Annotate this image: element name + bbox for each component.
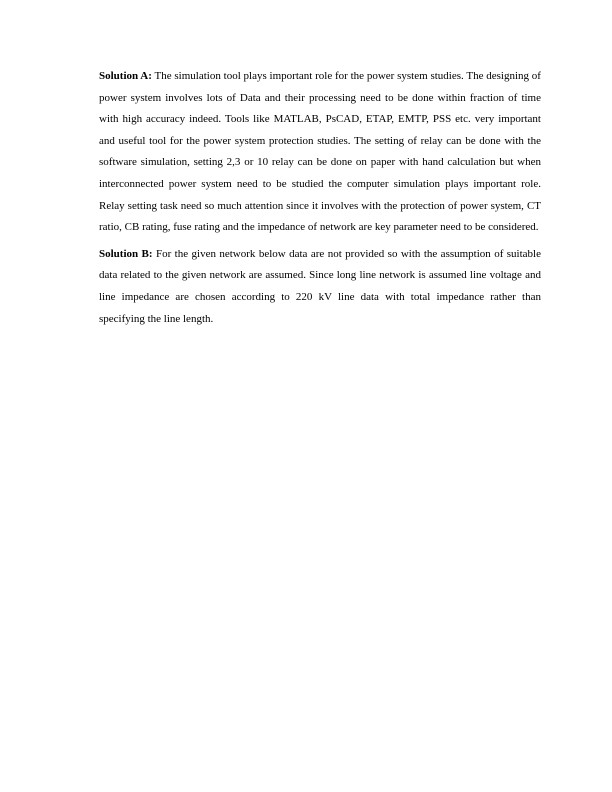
solution-a-paragraph [99, 66, 541, 239]
solution-a-text: The simulation tool plays important role for the power system studies. The designing of power system involves lots of Data and their processing need to be done within fraction of time with high accuracy indeed. Tools like MATLAB, PsCAD, ETAP, EMTP, PSS etc. very important and useful tool for the power system protection studies. The setting of relay can be done with the software simulation, setting 2,3 or 10 relay can be done on paper with hand calculation but when interconnected power system need to be studied the computer simulation plays important role. Relay setting task need so much attention since it involves with the protection of power system, CT ratio, CB rating, fuse rating and the impedance of network are key parameter need to be considered. [99, 70, 541, 234]
solution-b-heading: Solution B: [99, 247, 153, 260]
solution-a-heading: Solution A: [99, 70, 152, 82]
solution-b-paragraph [99, 244, 541, 330]
document-body [99, 66, 541, 335]
solution-b-text: For the given network below data are not provided so with the assumption of suitable data related to the given network are assumed. Since long line network is assumed line voltage and line impedance are chosen according to 220 kV line data with total impedance rather than specifying the line length. [99, 247, 541, 325]
